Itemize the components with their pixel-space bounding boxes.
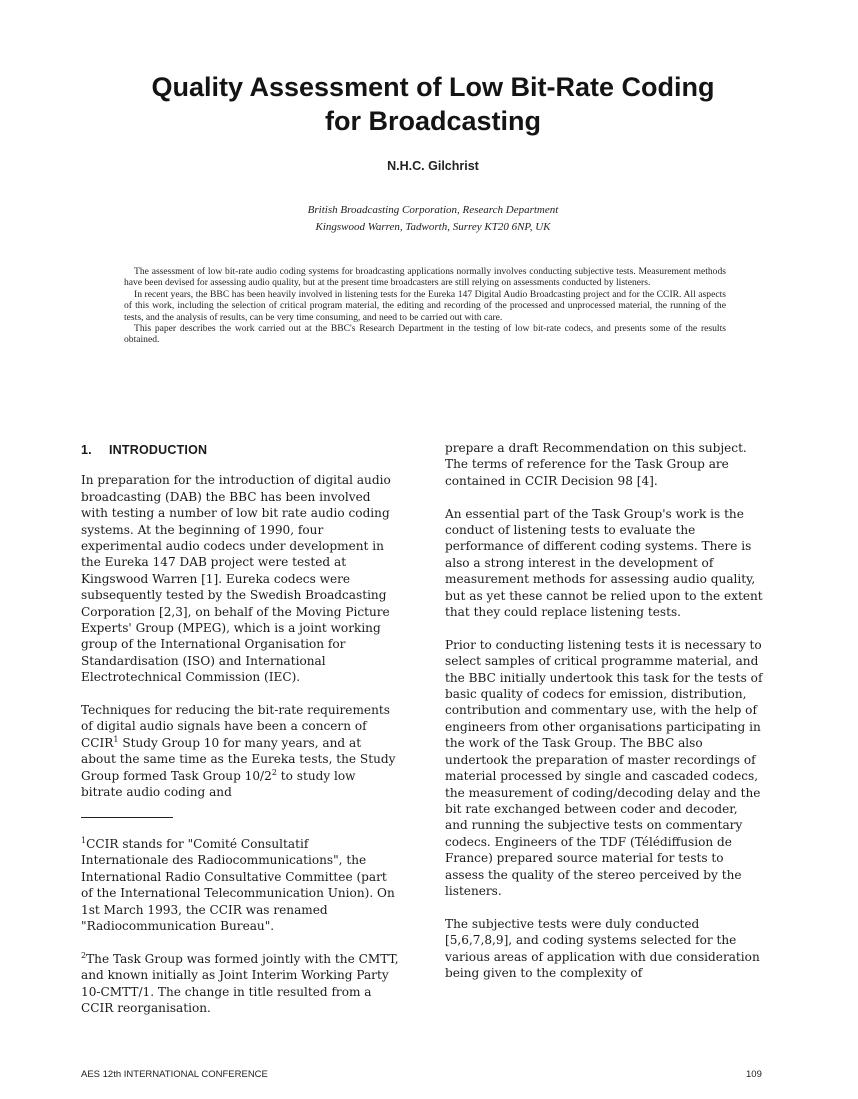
author-name: N.H.C. Gilchrist — [387, 159, 479, 173]
body-paragraph: In preparation for the introduction of digital audio broadcasting (DAB) the BBC has been involved with testing a number of low bit rate audio coding systems. At the beginning of 1990, four experimental audio codecs under development in the Eureka 147 DAB project were tested at Kingswood Warren [1]. Eureka codecs were subsequently tested by the Swedish Broadcasting Corporation [2,3], on behalf of the Moving Picture Experts' Group (MPEG), which is a joint working group of the International Organisation for Standardisation (ISO) and International Electrotechnical Commission (IEC). — [81, 473, 391, 685]
footnote-divider — [81, 817, 173, 818]
conference-footer: AES 12th INTERNATIONAL CONFERENCE — [81, 1069, 268, 1080]
abstract-paragraph: In recent years, the BBC has been heavily involved in listening tests for the Eureka 147 Digital Audio Broadcasting project and for the CCIR. All aspects of this work, including the selection of critical program material, the editing and recording of the processed and unprocessed material, the running of the tests, and the analysis of results, can be very time consuming, and need to be carried out with care. — [124, 288, 726, 323]
section-title: INTRODUCTION — [109, 443, 208, 457]
footnote — [81, 836, 399, 934]
footnotes — [81, 836, 399, 1016]
body-paragraph: An essential part of the Task Group's work is the conduct of listening tests to evaluate the performance of different coding systems. There is also a strong interest in the development of measurement methods for assessing audio quality, but as yet these cannot be relied upon to the extent that they could replace listening tests. — [445, 506, 763, 620]
footnote-mark: 2 — [81, 950, 87, 960]
abstract-paragraph: The assessment of low bit-rate audio coding systems for broadcasting applications normally involves conducting subjective tests. Measurement methods have been devised for assessing audio quality, but at the present time broadcasters are still relying on assessments conducted by listeners. — [124, 266, 726, 289]
text-run: Study Group 10 for many years, and at about the same time as the Eureka tests, the Study Group formed Task Group 10/2 — [81, 735, 396, 783]
footnote-ref: 1 — [113, 734, 119, 744]
affiliation-line-1: British Broadcasting Corporation, Research Department — [307, 204, 559, 216]
abstract — [124, 266, 726, 346]
title-line-1: Quality Assessment of Low Bit-Rate Coding — [151, 72, 715, 102]
text-run: Techniques for reducing the bit-rate requirements of digital audio signals have been a concern of CCIR — [81, 703, 390, 750]
section-heading — [81, 442, 399, 458]
footnote-ref: 2 — [271, 767, 277, 777]
body-paragraph: prepare a draft Recommendation on this subject. The terms of reference for the Task Group are contained in CCIR Decision 98 [4]. — [445, 441, 747, 488]
section-number: 1. — [81, 443, 92, 457]
body-paragraph: Prior to conducting listening tests it is necessary to select samples of critical programme material, and the BBC initially undertook this task for the tests of basic quality of codecs for emission, distribution, contribution and commentary use, with the help of engineers from other organisations participating in the work of the Task Group. The BBC also undertook the preparation of master recordings of material processed by single and cascaded codecs, the measurement of coding/decoding delay and the bit rate exchanged between coder and decoder, and running the subjective tests on commentary codecs. Engineers of the TDF (Télédiffusion de France) prepared source material for tests to assess the quality of the stereo perceived by the listeners. — [445, 637, 763, 898]
affiliation-line-2: Kingswood Warren, Tadworth, Surrey KT20 6NP, UK — [315, 221, 551, 233]
footnote-mark: 1 — [81, 835, 87, 845]
text-run: to study low bitrate audio coding and — [81, 768, 356, 800]
body-paragraph: The subjective tests were duly conducted [5,6,7,8,9], and coding systems selected for the various areas of application with due consideration being given to the complexity of — [445, 916, 760, 980]
body-paragraph — [81, 702, 399, 800]
paper-title — [80, 70, 786, 138]
page-number: 109 — [746, 1069, 762, 1080]
footnote-text: CCIR stands for "Comité Consultatif Internationale des Radiocommunications", the International Radio Consultative Committee (part of the International Telecommunication Union). On 1st March 1993, the CCIR was renamed "Radiocommunication Bureau". — [81, 836, 395, 933]
footnote-text: The Task Group was formed jointly with the CMTT, and known initially as Joint Interim Working Party 10-CMTT/1. The change in title resulted from a CCIR reorganisation. — [81, 951, 399, 1015]
footnote — [81, 951, 399, 1017]
right-column — [445, 440, 763, 998]
abstract-paragraph: This paper describes the work carried out at the BBC's Research Department in the testing of low bit-rate codecs, and presents some of the results obtained. — [124, 323, 726, 346]
title-line-2: for Broadcasting — [324, 106, 542, 136]
affiliation — [180, 202, 686, 236]
left-column — [81, 440, 399, 1033]
